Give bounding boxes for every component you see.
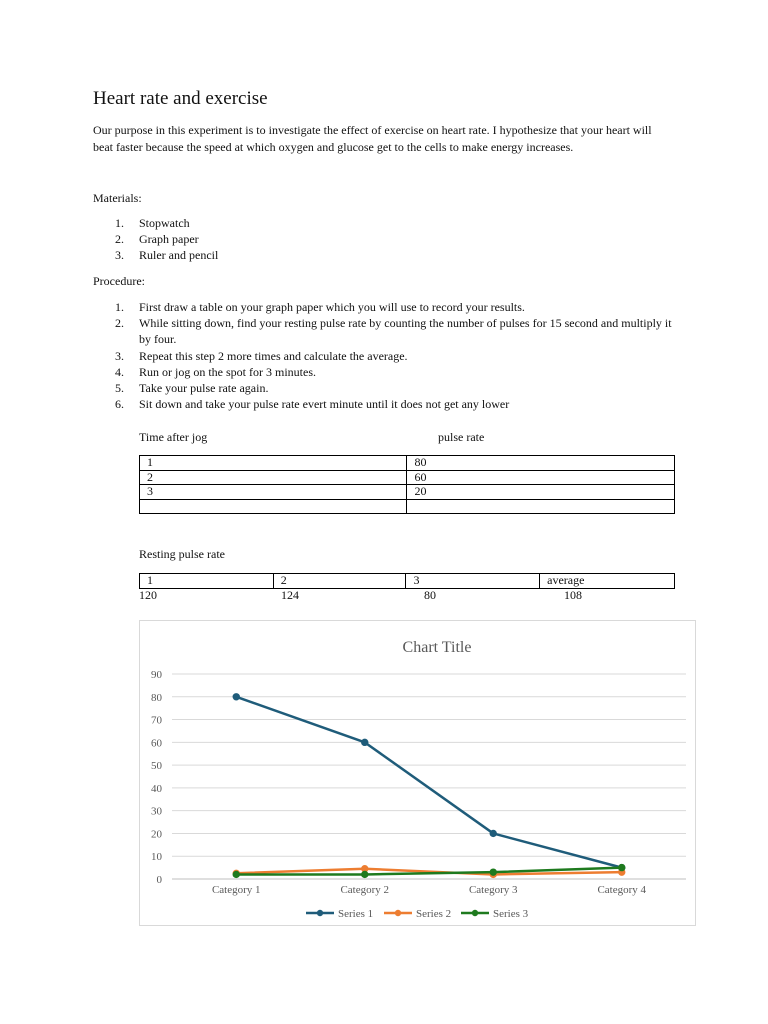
procedure-item-number: 4. <box>115 364 124 379</box>
materials-item-number: 2. <box>115 232 124 247</box>
data-point <box>233 694 239 700</box>
resting-value: 108 <box>564 588 582 602</box>
procedure-item <box>93 348 673 364</box>
y-tick-label: 0 <box>156 874 162 886</box>
table-cell: 1 <box>140 456 407 471</box>
procedure-item-number: 5. <box>115 381 124 396</box>
materials-item <box>93 247 673 263</box>
legend-marker <box>472 910 478 916</box>
materials-item-text: Ruler and pencil <box>139 248 219 263</box>
table-row <box>140 456 675 471</box>
legend-label: Series 3 <box>493 908 529 920</box>
chart-title: Chart Title <box>402 639 472 656</box>
procedure-item-text: First draw a table on your graph paper which you will use to record your results. <box>139 300 525 314</box>
procedure-item-number: 1. <box>115 300 124 314</box>
procedure-item-text: Sit down and take your pulse rate evert minute until it does not get any lower <box>139 397 510 412</box>
legend-label: Series 2 <box>416 908 452 920</box>
table-row <box>140 499 675 514</box>
procedure-list <box>93 299 673 412</box>
procedure-item-text: Run or jog on the spot for 3 minutes. <box>139 364 316 379</box>
y-tick-label: 40 <box>151 782 162 795</box>
table-cell: 3 <box>406 574 540 589</box>
procedure-item-number: 6. <box>115 397 124 412</box>
y-tick-label: 60 <box>151 737 162 750</box>
materials-heading: Materials: <box>93 191 142 205</box>
data-point <box>233 871 239 877</box>
procedure-item-text: Take your pulse rate again. <box>139 381 269 396</box>
materials-item <box>93 231 673 247</box>
series-line <box>236 697 622 868</box>
materials-item-number: 3. <box>115 248 124 263</box>
table-cell: 80 <box>407 456 675 471</box>
intro-paragraph: Our purpose in this experiment is to investigate the effect of exercise on heart rate. I hypothesize that your heart will beat faster because the speed at which oxygen and glucose get to the cells to make energy increases. <box>93 123 652 154</box>
chart-canvas <box>140 621 697 927</box>
x-tick-label: Category 4 <box>597 884 647 896</box>
materials-item-number: 1. <box>115 216 124 230</box>
materials-item-text: Graph paper <box>139 232 199 247</box>
legend-marker <box>395 910 401 916</box>
y-tick-label: 20 <box>151 828 162 841</box>
procedure-item-text: Repeat this step 2 more times and calculate the average. <box>139 348 408 363</box>
table-cell: average <box>540 574 675 589</box>
data-point <box>619 864 625 870</box>
time-after-jog-heading: Time after jog <box>139 430 208 444</box>
page-title: Heart rate and exercise <box>93 88 268 109</box>
jog-results-table <box>139 455 675 514</box>
data-point <box>490 830 496 836</box>
resting-pulse-table <box>139 573 675 589</box>
materials-list <box>93 215 673 264</box>
table-cell: 2 <box>273 574 406 589</box>
legend-label: Series 1 <box>338 908 374 920</box>
y-tick-label: 10 <box>151 851 162 864</box>
procedure-item <box>93 380 673 396</box>
y-tick-label: 30 <box>151 805 162 818</box>
table-cell: 2 <box>140 470 407 485</box>
resting-value: 80 <box>424 588 436 602</box>
x-tick-label: Category 3 <box>468 884 518 896</box>
table-row <box>140 485 675 500</box>
procedure-item <box>93 299 673 315</box>
table-cell: 60 <box>407 470 675 485</box>
resting-value: 120 <box>139 588 157 602</box>
y-tick-label: 80 <box>151 691 162 704</box>
x-tick-label: Category 2 <box>340 884 390 896</box>
legend-marker <box>317 910 323 916</box>
resting-pulse-heading: Resting pulse rate <box>139 547 225 561</box>
y-tick-label: 70 <box>151 714 162 727</box>
table-cell: 3 <box>140 485 407 500</box>
x-tick-label: Category 1 <box>211 884 261 896</box>
y-tick-label: 50 <box>151 760 162 773</box>
procedure-item <box>93 364 673 380</box>
procedure-heading: Procedure: <box>93 274 145 288</box>
y-tick-label: 90 <box>151 669 162 681</box>
procedure-item <box>93 396 673 412</box>
data-point <box>362 871 368 877</box>
table-cell <box>407 499 675 514</box>
resting-value: 124 <box>281 588 299 602</box>
procedure-item-text: While sitting down, find your resting pulse rate by counting the number of pulses for 15 second and multiply it by four. <box>139 316 672 347</box>
table-row <box>140 470 675 485</box>
data-point <box>362 739 368 745</box>
pulse-chart <box>139 620 696 926</box>
pulse-rate-heading: pulse rate <box>438 430 485 444</box>
materials-item <box>93 215 673 231</box>
table-cell: 20 <box>407 485 675 500</box>
table-cell <box>140 499 407 514</box>
procedure-item <box>93 315 673 347</box>
data-point <box>490 869 496 875</box>
procedure-item-number: 2. <box>115 316 124 331</box>
table-cell: 1 <box>140 574 274 589</box>
materials-item-text: Stopwatch <box>139 216 190 230</box>
procedure-item-number: 3. <box>115 348 124 363</box>
